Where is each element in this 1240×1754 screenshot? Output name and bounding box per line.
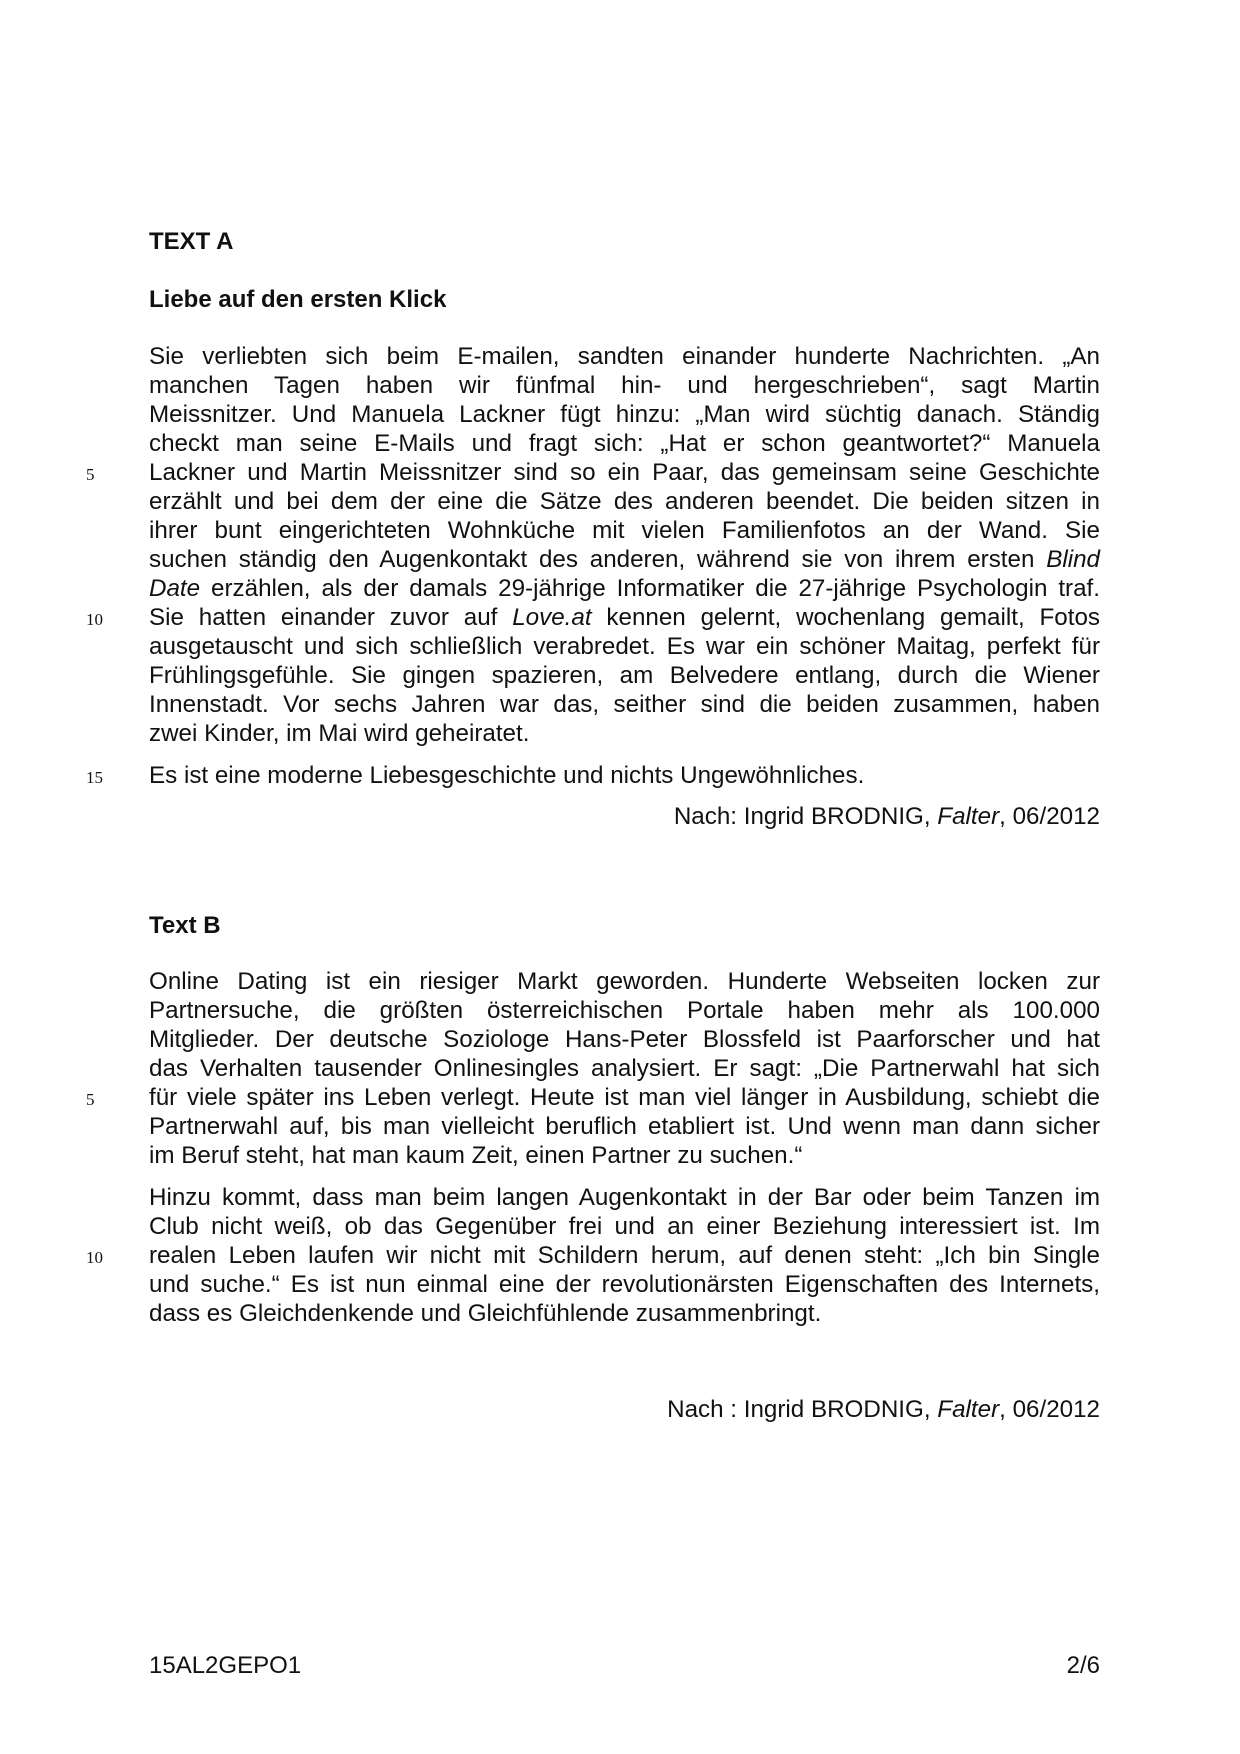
document-code: 15AL2GEPO1 xyxy=(149,1652,302,1679)
text-line: Frühlingsgefühle. Sie gingen spazieren, am Belvedere entlang, durch die Wiener xyxy=(149,662,1100,689)
text-line: ihrer bunt eingerichteten Wohnküche mit vielen Familienfotos an der Wand. Sie xyxy=(149,517,1100,544)
line-number: 15 xyxy=(86,768,103,787)
text-line: Partnerwahl auf, bis man vielleicht beruflich etabliert ist. Und wenn man dann sicher xyxy=(149,1113,1100,1140)
text-line: Lackner und Martin Meissnitzer sind so ein Paar, das gemeinsam seine Geschichte xyxy=(149,459,1100,486)
text-line: Club nicht weiß, ob das Gegenüber frei und an einer Beziehung interessiert ist. Im xyxy=(149,1213,1100,1240)
source-date: , 06/2012 xyxy=(999,803,1100,830)
text-line: realen Leben laufen wir nicht mit Schildern herum, auf denen steht: „Ich bin Single xyxy=(149,1242,1100,1269)
text-line: Sie verliebten sich beim E-mailen, sandten einander hunderte Nachrichten. „An xyxy=(149,343,1100,370)
source-date: , 06/2012 xyxy=(999,1396,1100,1423)
text-line: suchen ständig den Augenkontakt des anderen, während sie von ihrem ersten Blind xyxy=(149,546,1100,573)
text-line: Meissnitzer. Und Manuela Lackner fügt hinzu: „Man wird süchtig danach. Ständig xyxy=(149,401,1100,428)
text-line: Date erzählen, als der damals 29-jährige Informatiker die 27-jährige Psychologin traf. xyxy=(149,575,1100,602)
text-line: Partnersuche, die größten österreichischen Portale haben mehr als 100.000 xyxy=(149,997,1100,1024)
source-publication: Falter xyxy=(937,1396,1000,1423)
text-line: erzählt und bei dem der eine die Sätze des anderen beendet. Die beiden sitzen in xyxy=(149,488,1100,515)
text-line: Online Dating ist ein riesiger Markt geworden. Hunderte Webseiten locken zur xyxy=(149,968,1100,995)
line-number: 10 xyxy=(86,1248,103,1267)
text-line: Es ist eine moderne Liebesgeschichte und nichts Ungewöhnliches. xyxy=(149,762,865,789)
text-line: ausgetauscht und sich schließlich verabredet. Es war ein schöner Maitag, perfekt für xyxy=(149,633,1100,660)
source-author: Nach: Ingrid BRODNIG, xyxy=(673,803,938,830)
text-line: im Beruf steht, hat man kaum Zeit, einen Partner zu suchen.“ xyxy=(149,1142,803,1169)
text-line: Hinzu kommt, dass man beim langen Augenkontakt in der Bar oder beim Tanzen im xyxy=(149,1184,1100,1211)
source-publication: Falter xyxy=(937,803,1000,830)
line-number: 10 xyxy=(86,610,103,629)
text-line: zwei Kinder, im Mai wird geheiratet. xyxy=(149,720,530,747)
text-a-label: TEXT A xyxy=(149,228,234,255)
text-a-source xyxy=(674,802,1100,831)
text-line: und suche.“ Es ist nun einmal eine der revolutionärsten Eigenschaften des Internets, xyxy=(149,1271,1100,1298)
line-number: 5 xyxy=(86,1090,95,1109)
text-b-source xyxy=(667,1395,1100,1424)
page-number: 2/6 xyxy=(1066,1652,1100,1679)
source-author: Nach : Ingrid BRODNIG, xyxy=(667,1396,938,1423)
text-line: Mitglieder. Der deutsche Soziologe Hans-Peter Blossfeld ist Paarforscher und hat xyxy=(149,1026,1100,1053)
text-line: manchen Tagen haben wir fünfmal hin- und hergeschrieben“, sagt Martin xyxy=(149,372,1100,399)
text-a-title: Liebe auf den ersten Klick xyxy=(149,286,447,313)
text-line: Innenstadt. Vor sechs Jahren war das, seither sind die beiden zusammen, haben xyxy=(149,691,1100,718)
line-number: 5 xyxy=(86,465,95,484)
text-line: für viele später ins Leben verlegt. Heute ist man viel länger in Ausbildung, schiebt die xyxy=(149,1084,1100,1111)
text-b-label: Text B xyxy=(149,912,221,939)
text-line: Sie hatten einander zuvor auf Love.at kennen gelernt, wochenlang gemailt, Fotos xyxy=(149,604,1100,631)
text-line: das Verhalten tausender Onlinesingles analysiert. Er sagt: „Die Partnerwahl hat sich xyxy=(149,1055,1100,1082)
text-line: checkt man seine E-Mails und fragt sich: „Hat er schon geantwortet?“ Manuela xyxy=(149,430,1100,457)
text-line: dass es Gleichdenkende und Gleichfühlende zusammenbringt. xyxy=(149,1300,822,1327)
